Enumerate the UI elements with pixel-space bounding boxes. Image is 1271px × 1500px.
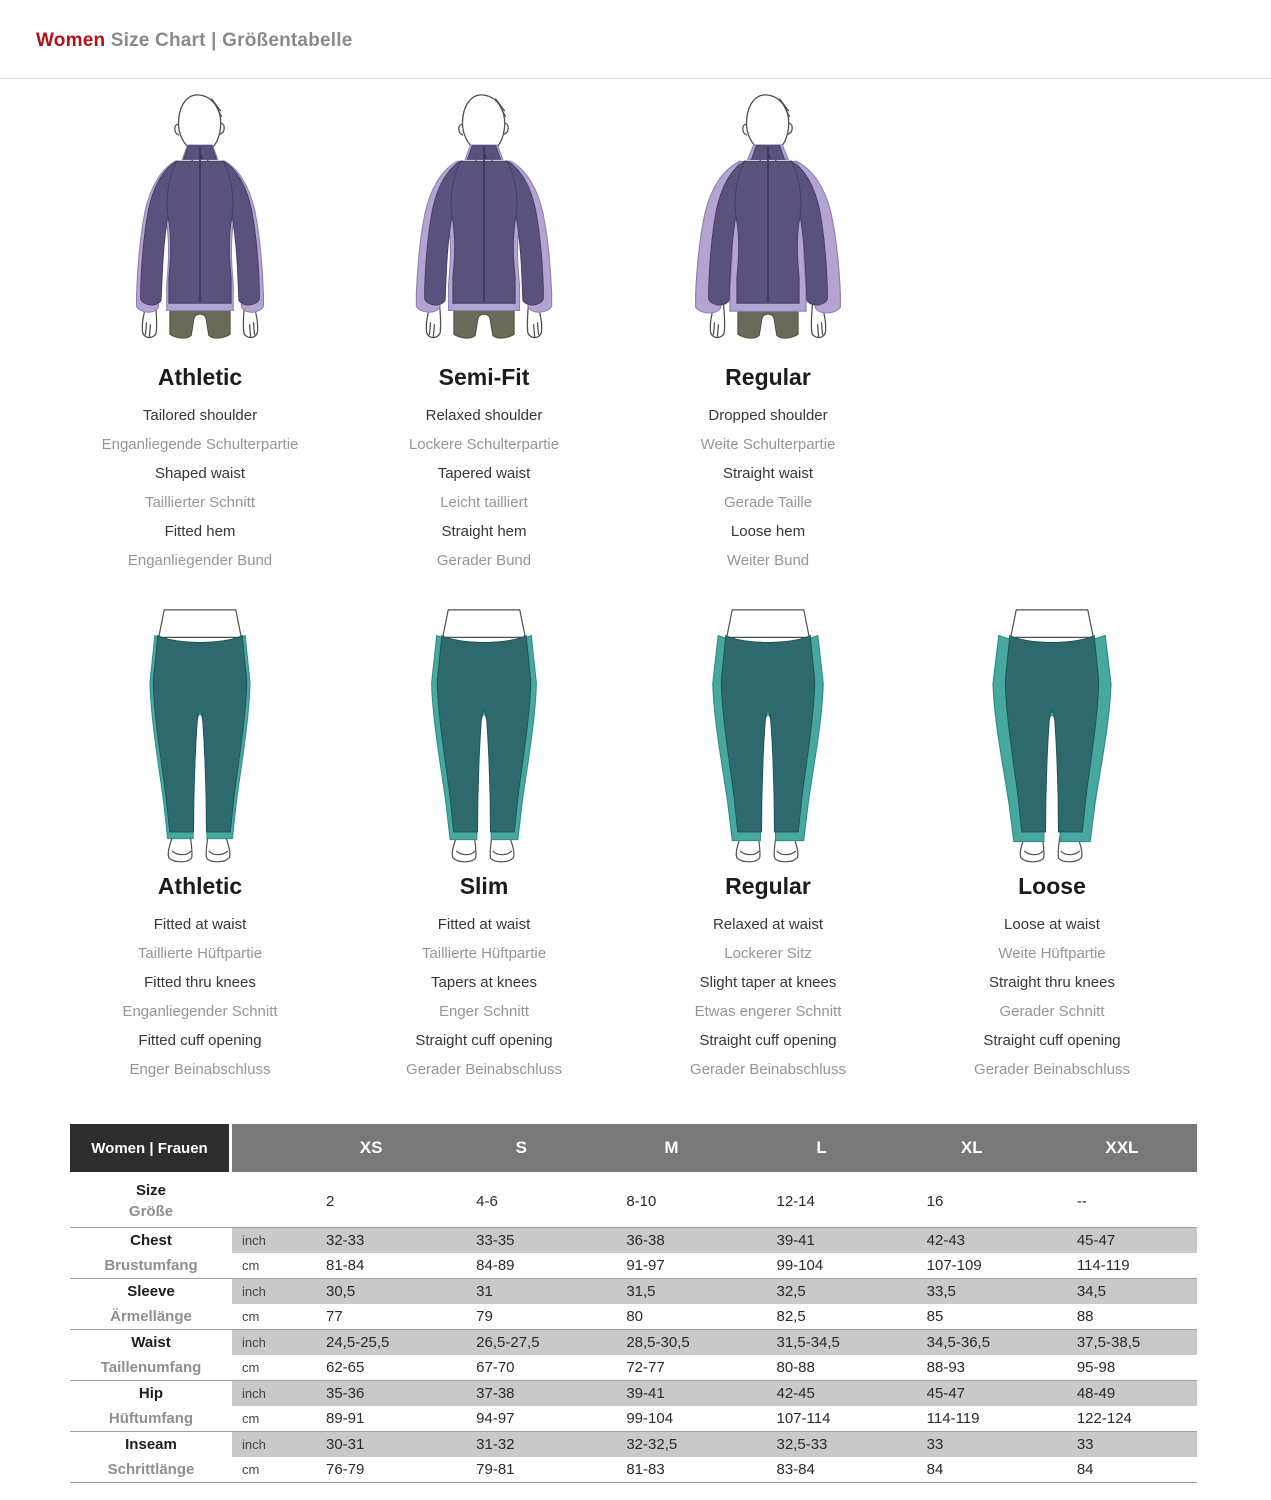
fit-feature-de: Enganliegender Schnitt xyxy=(122,1003,278,1020)
size-value: 8-10 xyxy=(626,1192,657,1210)
top-fit-card-regular xyxy=(626,91,910,575)
measure-value-cm: 114-119 xyxy=(1076,1257,1130,1274)
fit-feature-en: Tapers at knees xyxy=(431,974,537,991)
fit-feature-en: Relaxed at waist xyxy=(712,916,824,933)
fit-feature-en: Fitted hem xyxy=(164,523,236,540)
fit-feature-en: Fitted at waist xyxy=(437,916,531,933)
measure-value-inch: 36-38 xyxy=(596,1228,746,1253)
measure-value-cm: 89-91 xyxy=(326,1410,365,1427)
fit-feature-en: Fitted cuff opening xyxy=(138,1032,262,1049)
measure-value-inch: 30-31 xyxy=(296,1432,446,1457)
bottom-fit-card-regular xyxy=(626,597,910,1084)
bottom-fit-card-loose xyxy=(910,597,1194,1084)
measure-label-en: Hip xyxy=(138,1385,164,1402)
measure-value-cm: 107-109 xyxy=(926,1257,982,1274)
page-title-subtitle: Size Chart | Größentabelle xyxy=(110,30,353,51)
measure-value-cm: 88-93 xyxy=(926,1359,966,1376)
measure-value-inch: 30,5 xyxy=(296,1279,446,1304)
measure-value-inch: 34,5-36,5 xyxy=(897,1330,1047,1355)
measure-value-inch: 39-41 xyxy=(747,1228,897,1253)
page-header xyxy=(0,0,1271,79)
size-table xyxy=(70,1124,1197,1483)
top-fit-card-athletic xyxy=(58,91,342,575)
pants-figure-regular-icon xyxy=(667,597,869,865)
fit-feature-de: Weite Schulterpartie xyxy=(700,436,836,453)
measure-value-cm: 84 xyxy=(1076,1461,1094,1478)
size-row-label xyxy=(70,1180,232,1222)
measure-value-inch: 42-45 xyxy=(747,1381,897,1406)
fit-feature-en: Straight thru knees xyxy=(989,974,1115,991)
fit-feature-de: Gerade Taille xyxy=(723,494,813,511)
measure-value-inch: 32-33 xyxy=(296,1228,446,1253)
fit-title: Semi-Fit xyxy=(438,364,530,390)
measure-value-inch: 32-32,5 xyxy=(596,1432,746,1457)
fit-feature-en: Tailored shoulder xyxy=(142,407,258,424)
measure-value-inch: 35-36 xyxy=(296,1381,446,1406)
measure-value-cm: 99-104 xyxy=(776,1257,824,1274)
size-column-header-xl: XL xyxy=(897,1124,1047,1172)
measure-value-inch: 32,5 xyxy=(747,1279,897,1304)
fit-feature-de: Taillierte Hüftpartie xyxy=(421,945,547,962)
measure-value-inch: 45-47 xyxy=(897,1381,1047,1406)
table-row-chest-inch xyxy=(70,1228,1197,1253)
measure-value-cm: 79 xyxy=(476,1308,493,1325)
table-row-sleeve-cm xyxy=(70,1304,1197,1329)
size-value: 16 xyxy=(926,1192,944,1210)
table-size-row xyxy=(70,1175,1197,1227)
fit-title: Slim xyxy=(459,873,509,899)
fit-feature-de: Enger Beinabschluss xyxy=(129,1061,271,1078)
fit-title: Athletic xyxy=(157,364,243,390)
measure-value-cm: 76-79 xyxy=(326,1461,365,1478)
unit-label-cm: cm xyxy=(242,1309,260,1324)
measure-value-cm: 72-77 xyxy=(626,1359,665,1376)
measure-label-en: Waist xyxy=(131,1334,171,1351)
measure-value-inch: 24,5-25,5 xyxy=(296,1330,446,1355)
fit-feature-en: Dropped shoulder xyxy=(708,407,828,424)
table-row-waist-cm xyxy=(70,1355,1197,1380)
fit-feature-de: Lockerer Sitz xyxy=(724,945,812,962)
measure-value-inch: 34,5 xyxy=(1047,1279,1197,1304)
size-column-header-xxl: XXL xyxy=(1047,1124,1197,1172)
measure-label-de: Ärmellänge xyxy=(110,1308,192,1325)
size-label-en: Size xyxy=(135,1182,166,1199)
table-separator xyxy=(70,1482,1197,1483)
measure-value-cm: 80 xyxy=(626,1308,644,1325)
top-fit-card-semi-fit xyxy=(342,91,626,575)
page-title xyxy=(36,30,1271,52)
size-column-header-xs: XS xyxy=(296,1124,446,1172)
fit-feature-de: Gerader Bund xyxy=(436,552,532,569)
measure-value-cm: 62-65 xyxy=(326,1359,365,1376)
pants-figure-slim-icon xyxy=(383,597,585,865)
table-unit-header xyxy=(232,1124,296,1172)
measure-value-cm: 85 xyxy=(926,1308,944,1325)
table-row-hip-cm xyxy=(70,1406,1197,1431)
tops-fit-section xyxy=(0,91,1271,575)
measure-label-en: Sleeve xyxy=(127,1283,175,1300)
measure-value-inch: 37-38 xyxy=(446,1381,596,1406)
measure-value-inch: 31 xyxy=(446,1279,596,1304)
bottom-fit-card-slim xyxy=(342,597,626,1084)
measure-value-inch: 48-49 xyxy=(1047,1381,1197,1406)
measure-value-cm: 91-97 xyxy=(626,1257,665,1274)
fit-feature-en: Relaxed shoulder xyxy=(425,407,543,424)
measure-label-de: Hüftumfang xyxy=(108,1410,194,1427)
table-row-inseam-cm xyxy=(70,1457,1197,1482)
table-corner-label: Women | Frauen xyxy=(70,1124,232,1172)
measure-value-cm: 67-70 xyxy=(476,1359,515,1376)
fit-feature-en: Slight taper at knees xyxy=(699,974,837,991)
fit-feature-en: Loose hem xyxy=(730,523,806,540)
measure-value-cm: 95-98 xyxy=(1076,1359,1116,1376)
measure-value-inch: 33,5 xyxy=(897,1279,1047,1304)
fit-feature-de: Enganliegender Bund xyxy=(127,552,273,569)
unit-label-inch: inch xyxy=(232,1432,296,1457)
size-value: -- xyxy=(1076,1192,1087,1210)
measure-label-en: Inseam xyxy=(125,1436,177,1453)
unit-label-inch: inch xyxy=(232,1381,296,1406)
table-row-inseam-inch xyxy=(70,1432,1197,1457)
unit-label-cm: cm xyxy=(242,1258,260,1273)
fit-feature-en: Straight cuff opening xyxy=(415,1032,553,1049)
measure-value-inch: 31-32 xyxy=(446,1432,596,1457)
jacket-figure-regular-icon xyxy=(661,91,875,356)
measure-value-cm: 81-84 xyxy=(326,1257,365,1274)
size-label-de: Größe xyxy=(128,1203,174,1220)
measure-value-cm: 107-114 xyxy=(776,1410,831,1427)
table-row-chest-cm xyxy=(70,1253,1197,1278)
measure-value-inch: 33 xyxy=(897,1432,1047,1457)
measure-value-cm: 81-83 xyxy=(626,1461,665,1478)
measure-value-cm: 84 xyxy=(926,1461,944,1478)
fit-feature-en: Shaped waist xyxy=(154,465,246,482)
fit-feature-en: Straight cuff opening xyxy=(983,1032,1121,1049)
size-value: 4-6 xyxy=(476,1192,498,1210)
fit-feature-de: Lockere Schulterpartie xyxy=(408,436,560,453)
size-column-header-l: L xyxy=(747,1124,897,1172)
measure-value-cm: 99-104 xyxy=(626,1410,674,1427)
measure-label-de: Taillenumfang xyxy=(100,1359,202,1376)
jacket-figure-athletic-icon xyxy=(93,91,307,356)
measure-value-inch: 33 xyxy=(1047,1432,1197,1457)
fit-title: Regular xyxy=(725,364,811,390)
fit-title: Regular xyxy=(725,873,811,899)
unit-label-inch: inch xyxy=(232,1228,296,1253)
measure-value-cm: 79-81 xyxy=(476,1461,515,1478)
measure-value-inch: 31,5 xyxy=(596,1279,746,1304)
size-value: 12-14 xyxy=(776,1192,815,1210)
fit-feature-de: Taillierte Hüftpartie xyxy=(137,945,263,962)
measure-value-inch: 26,5-27,5 xyxy=(446,1330,596,1355)
measure-value-cm: 122-124 xyxy=(1076,1410,1132,1427)
measure-value-inch: 39-41 xyxy=(596,1381,746,1406)
measure-value-inch: 45-47 xyxy=(1047,1228,1197,1253)
unit-label-cm: cm xyxy=(242,1360,260,1375)
fit-feature-de: Gerader Beinabschluss xyxy=(690,1061,846,1078)
size-table-header-row xyxy=(70,1124,1197,1172)
fit-feature-de: Leicht tailliert xyxy=(440,494,528,511)
fit-feature-de: Enganliegende Schulterpartie xyxy=(101,436,299,453)
measure-value-cm: 80-88 xyxy=(776,1359,815,1376)
fit-feature-de: Gerader Beinabschluss xyxy=(406,1061,562,1078)
fit-feature-en: Loose at waist xyxy=(1004,916,1100,933)
measure-value-cm: 114-119 xyxy=(926,1410,980,1427)
table-row-waist-inch xyxy=(70,1330,1197,1355)
measure-label-en: Chest xyxy=(130,1232,172,1249)
size-value: 2 xyxy=(326,1192,335,1210)
fit-title: Loose xyxy=(1018,873,1086,899)
unit-label-inch: inch xyxy=(232,1330,296,1355)
unit-label-inch: inch xyxy=(232,1279,296,1304)
measure-value-cm: 94-97 xyxy=(476,1410,515,1427)
bottoms-fit-section xyxy=(0,597,1271,1084)
table-row-hip-inch xyxy=(70,1381,1197,1406)
measure-value-inch: 31,5-34,5 xyxy=(747,1330,897,1355)
measure-value-cm: 84-89 xyxy=(476,1257,515,1274)
fit-feature-de: Weite Hüftpartie xyxy=(998,945,1106,962)
fit-title: Athletic xyxy=(157,873,243,899)
measure-value-inch: 37,5-38,5 xyxy=(1047,1330,1197,1355)
pants-figure-loose-icon xyxy=(951,597,1153,865)
measure-value-inch: 32,5-33 xyxy=(747,1432,897,1457)
measure-value-inch: 28,5-30,5 xyxy=(596,1330,746,1355)
fit-feature-de: Gerader Beinabschluss xyxy=(974,1061,1130,1078)
jacket-figure-semi-fit-icon xyxy=(377,91,591,356)
page-title-women: Women xyxy=(36,30,106,51)
measure-label-de: Schrittlänge xyxy=(107,1461,195,1478)
fit-feature-de: Taillierter Schnitt xyxy=(144,494,256,511)
measure-value-inch: 33-35 xyxy=(446,1228,596,1253)
fit-feature-en: Fitted thru knees xyxy=(144,974,256,991)
fit-feature-de: Weiter Bund xyxy=(726,552,810,569)
fit-feature-de: Enger Schnitt xyxy=(438,1003,530,1020)
bottom-fit-card-athletic xyxy=(58,597,342,1084)
fit-feature-de: Etwas engerer Schnitt xyxy=(694,1003,842,1020)
unit-label-cm: cm xyxy=(242,1462,260,1477)
measure-label-de: Brustumfang xyxy=(104,1257,198,1274)
fit-feature-en: Straight waist xyxy=(722,465,814,482)
fit-feature-en: Fitted at waist xyxy=(153,916,247,933)
measure-value-inch: 42-43 xyxy=(897,1228,1047,1253)
table-row-sleeve-inch xyxy=(70,1279,1197,1304)
measure-value-cm: 88 xyxy=(1076,1308,1094,1325)
unit-label-cm: cm xyxy=(242,1411,260,1426)
fit-feature-en: Tapered waist xyxy=(437,465,531,482)
measure-value-cm: 77 xyxy=(326,1308,343,1325)
fit-feature-de: Gerader Schnitt xyxy=(999,1003,1105,1020)
pants-figure-athletic-icon xyxy=(99,597,301,865)
measure-value-cm: 82,5 xyxy=(776,1308,806,1325)
size-column-header-s: S xyxy=(446,1124,596,1172)
fit-feature-en: Straight hem xyxy=(441,523,527,540)
fit-feature-en: Straight cuff opening xyxy=(699,1032,837,1049)
measure-value-cm: 83-84 xyxy=(776,1461,815,1478)
size-column-header-m: M xyxy=(596,1124,746,1172)
